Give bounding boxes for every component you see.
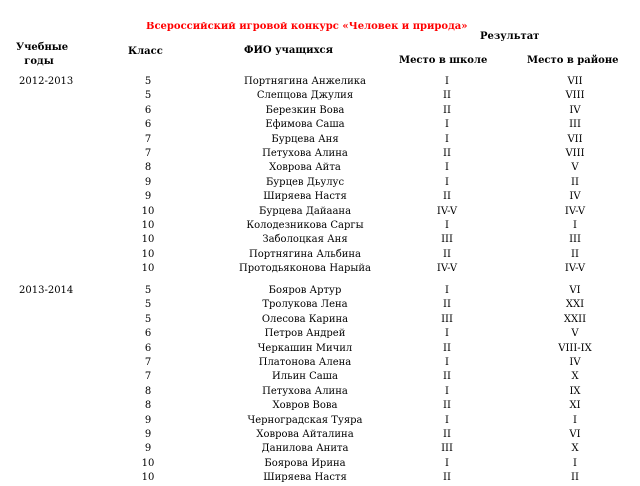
school-place-cell: III	[441, 234, 453, 246]
name-cell: Бурцева Аня	[271, 133, 339, 145]
school-place-cell: I	[445, 119, 449, 131]
name-cell: Петров Андрей	[264, 328, 346, 340]
table-row	[0, 176, 640, 190]
name-cell: Бурцева Дайаана	[258, 205, 352, 217]
name-cell: Ильин Саша	[272, 371, 338, 383]
table-row	[0, 161, 640, 175]
name-cell: Платонова Алена	[258, 357, 352, 368]
district-place-cell: XXII	[563, 313, 587, 325]
name-cell: Ефимова Саша	[265, 119, 345, 131]
class-cell: 8	[144, 162, 152, 174]
school-place-cell: I	[445, 457, 449, 469]
name-cell: Ховрова Айта	[269, 162, 341, 174]
table-row	[0, 414, 640, 428]
school-place-cell: II	[443, 472, 451, 484]
year-label: 2013-2014	[19, 285, 74, 296]
school-place-cell: II	[443, 299, 451, 311]
header-result: Результат	[480, 31, 540, 42]
district-place-cell: II	[571, 176, 579, 188]
class-cell: 8	[144, 400, 152, 412]
table-row	[0, 457, 640, 471]
school-place-cell: II	[443, 191, 451, 203]
class-cell: 8	[144, 385, 152, 397]
district-place-cell: V	[571, 162, 579, 174]
class-cell: 10	[141, 263, 155, 275]
district-place-cell: IX	[569, 385, 581, 397]
table-row	[0, 327, 640, 341]
table-row	[0, 89, 640, 103]
class-cell: 9	[144, 443, 152, 455]
class-cell: 9	[144, 176, 152, 188]
table-row	[0, 342, 640, 356]
school-place-cell: II	[443, 90, 451, 102]
class-cell: 6	[144, 119, 152, 131]
class-cell: 7	[144, 148, 152, 159]
table-row	[0, 75, 640, 89]
school-place-cell: I	[445, 414, 449, 426]
district-place-cell: X	[571, 443, 579, 455]
district-place-cell: IV-V	[564, 263, 586, 275]
class-cell: 9	[144, 429, 152, 440]
table-row	[0, 118, 640, 132]
school-place-cell: II	[443, 400, 451, 412]
class-cell: 9	[144, 191, 152, 203]
table-row	[0, 428, 640, 442]
school-place-cell: II	[443, 429, 451, 440]
school-place-cell: I	[445, 285, 449, 296]
district-place-cell: VI	[569, 429, 581, 440]
district-place-cell: V	[571, 328, 579, 340]
district-place-cell: VIII	[565, 90, 585, 102]
school-place-cell: I	[445, 176, 449, 188]
name-cell: Бурцев Дьулус	[265, 176, 345, 188]
page-title: Всероссийский игровой конкурс «Человек и природа»	[146, 22, 468, 31]
class-cell: 6	[144, 342, 152, 354]
district-place-cell: IV-V	[564, 205, 586, 217]
header-years: Учебные годы	[16, 42, 69, 67]
school-place-cell: I	[445, 220, 449, 231]
district-place-cell: I	[573, 414, 577, 426]
name-cell: Тролукова Лена	[262, 299, 348, 311]
class-cell: 7	[144, 371, 152, 383]
school-place-cell: I	[445, 76, 449, 87]
table-row	[0, 233, 640, 247]
table-row	[0, 190, 640, 204]
district-place-cell: IV	[569, 191, 581, 203]
school-place-cell: I	[445, 357, 449, 368]
class-cell: 9	[144, 414, 152, 426]
district-place-cell: XI	[569, 400, 581, 412]
table-row	[0, 313, 640, 327]
school-place-cell: I	[445, 328, 449, 340]
name-cell: Березкин Вова	[265, 104, 345, 116]
header-class: Класс	[128, 46, 163, 57]
district-place-cell: X	[571, 371, 579, 383]
table-row	[0, 219, 640, 233]
table-row	[0, 205, 640, 219]
school-place-cell: II	[443, 342, 451, 354]
class-cell: 10	[141, 234, 155, 246]
name-cell: Олесова Карина	[261, 313, 349, 325]
class-cell: 10	[141, 205, 155, 217]
header-school-place: Место в школе	[399, 55, 488, 66]
school-place-cell: I	[445, 385, 449, 397]
class-cell: 5	[144, 76, 152, 87]
school-place-cell: III	[441, 313, 453, 325]
name-cell: Ховров Вова	[272, 400, 338, 412]
class-cell: 6	[144, 104, 152, 116]
header-fio: ФИО учащихся	[244, 45, 334, 56]
district-place-cell: XXI	[565, 299, 585, 311]
table-row	[0, 262, 640, 276]
district-place-cell: VIII	[565, 148, 585, 159]
district-place-cell: II	[571, 248, 579, 260]
table-row	[0, 104, 640, 118]
class-cell: 10	[141, 472, 155, 484]
header-district-place: Место в районе	[527, 55, 619, 66]
school-place-cell: II	[443, 148, 451, 159]
school-place-cell: IV-V	[436, 205, 458, 217]
school-place-cell: II	[443, 371, 451, 383]
name-cell: Ширяева Настя	[263, 191, 347, 203]
district-place-cell: I	[573, 220, 577, 231]
class-cell: 10	[141, 457, 155, 469]
table-row	[0, 385, 640, 399]
class-cell: 10	[141, 248, 155, 260]
district-place-cell: IV	[569, 357, 581, 368]
class-cell: 5	[144, 313, 152, 325]
name-cell: Ховрова Айталина	[256, 429, 354, 440]
name-cell: Портнягина Альбина	[248, 248, 362, 260]
district-place-cell: VII	[567, 133, 583, 145]
table-row	[0, 399, 640, 413]
table-row	[0, 356, 640, 370]
table-row	[0, 284, 640, 298]
table-row	[0, 133, 640, 147]
district-place-cell: VIII-IX	[558, 342, 592, 354]
name-cell: Петухова Алина	[262, 385, 348, 397]
class-cell: 10	[141, 220, 155, 231]
school-place-cell: II	[443, 104, 451, 116]
name-cell: Данилова Анита	[261, 443, 349, 455]
name-cell: Портнягина Анжелика	[244, 76, 366, 87]
class-cell: 7	[144, 133, 152, 145]
name-cell: Протодьяконова Нарыйа	[238, 263, 371, 275]
name-cell: Заболоцкая Аня	[262, 234, 348, 246]
district-place-cell: I	[573, 457, 577, 469]
district-place-cell: VII	[567, 76, 583, 87]
district-place-cell: VI	[569, 285, 581, 296]
table-row	[0, 370, 640, 384]
class-cell: 5	[144, 90, 152, 102]
table-row	[0, 442, 640, 456]
name-cell: Петухова Алина	[262, 148, 348, 159]
name-cell: Бояров Артур	[268, 285, 342, 296]
table-row	[0, 471, 640, 485]
year-label: 2012-2013	[19, 76, 74, 87]
school-place-cell: IV-V	[436, 263, 458, 275]
table-row	[0, 147, 640, 161]
table-row	[0, 298, 640, 312]
school-place-cell: III	[441, 443, 453, 455]
table-row	[0, 248, 640, 262]
class-cell: 5	[144, 299, 152, 311]
district-place-cell: III	[569, 234, 581, 246]
class-cell: 7	[144, 357, 152, 368]
name-cell: Слепцова Джулия	[256, 90, 354, 102]
school-place-cell: II	[443, 248, 451, 260]
name-cell: Ширяева Настя	[263, 472, 347, 484]
name-cell: Колодезникова Саргы	[246, 220, 364, 231]
name-cell: Черноградская Туяра	[247, 414, 363, 426]
district-place-cell: II	[571, 472, 579, 484]
class-cell: 6	[144, 328, 152, 340]
district-place-cell: IV	[569, 104, 581, 116]
name-cell: Черкашин Мичил	[257, 342, 353, 354]
school-place-cell: I	[445, 162, 449, 174]
school-place-cell: I	[445, 133, 449, 145]
name-cell: Боярова Ирина	[264, 457, 346, 469]
class-cell: 5	[144, 285, 152, 296]
district-place-cell: III	[569, 119, 581, 131]
